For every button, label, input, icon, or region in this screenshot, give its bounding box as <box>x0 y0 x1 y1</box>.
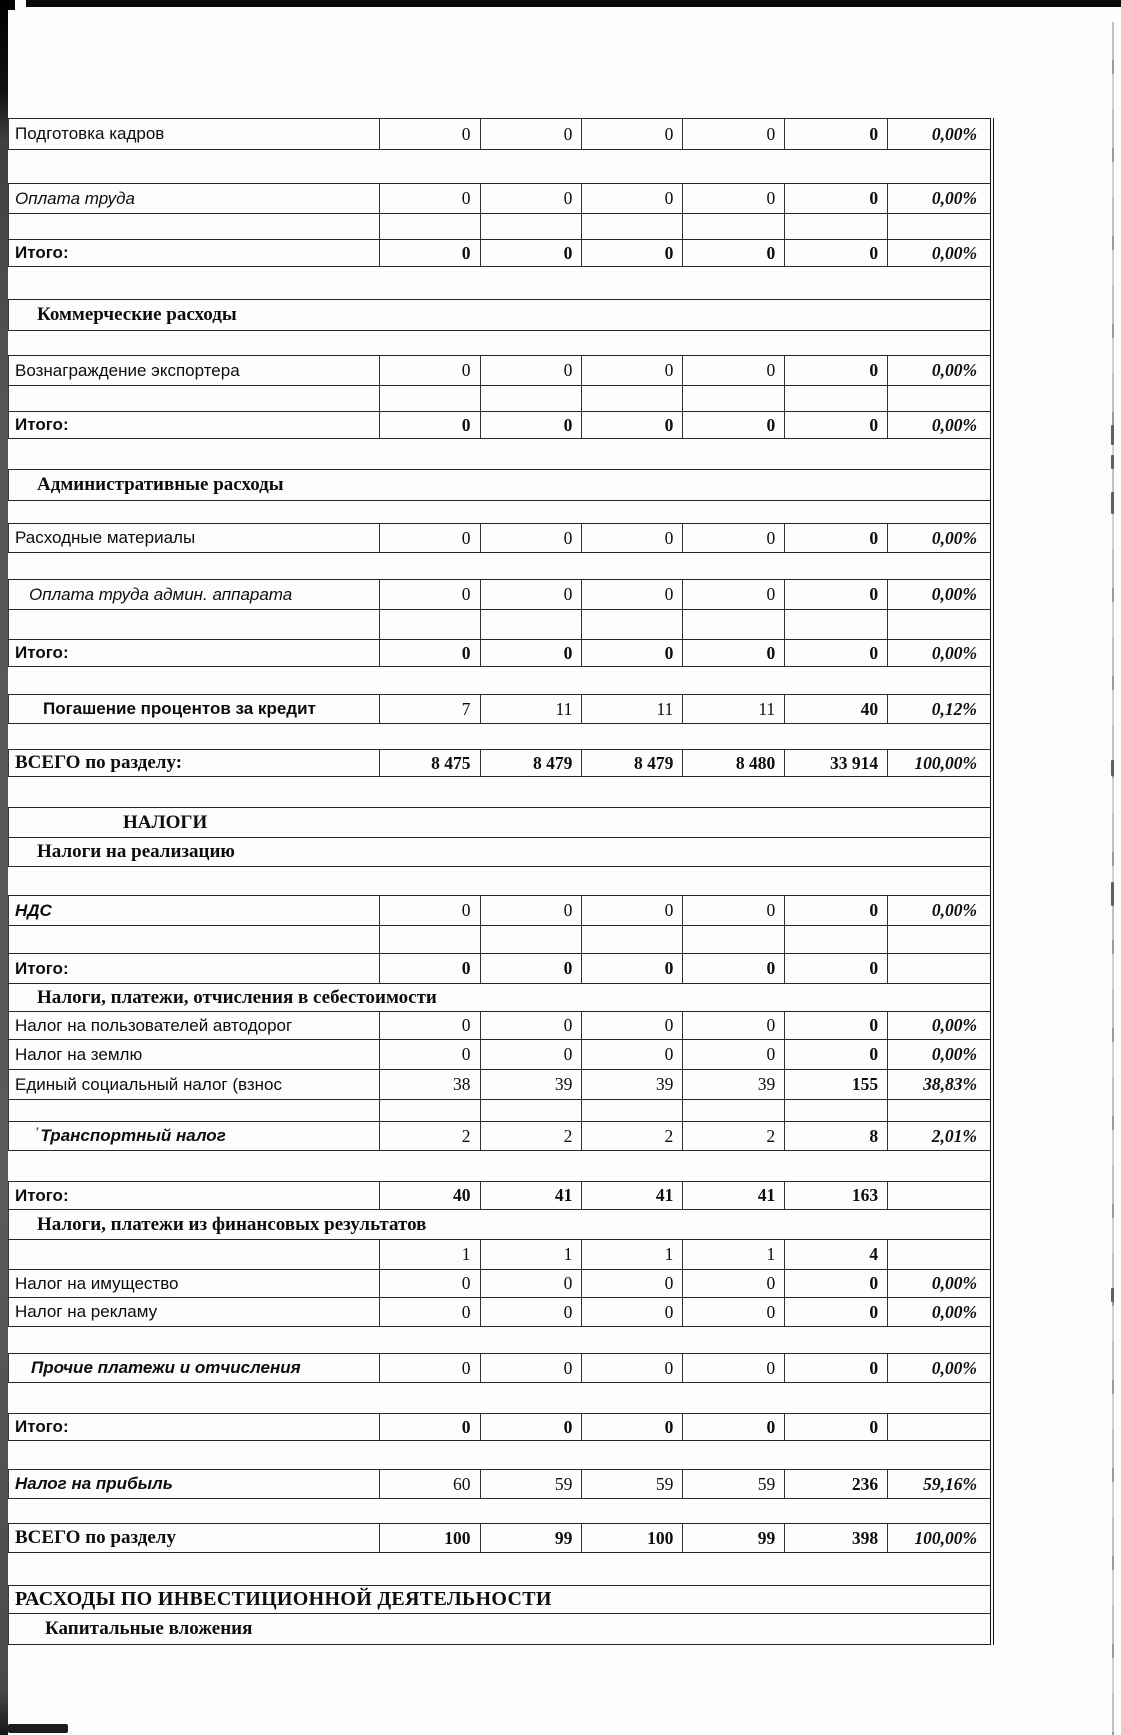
row-label: Налог на рекламу <box>15 1302 158 1321</box>
gap-row <box>8 501 990 523</box>
row-label: Налог на землю <box>15 1044 143 1064</box>
cell-value: 39 <box>581 1070 682 1099</box>
cell-value: 40 <box>784 695 887 723</box>
cell-value: 99 <box>480 1524 582 1552</box>
spacer-cell <box>887 214 990 239</box>
gap-row <box>8 331 990 355</box>
table-row <box>8 411 990 439</box>
cell-percent: 0,00% <box>887 1354 990 1382</box>
spacer-cell <box>682 926 784 953</box>
table-row <box>8 1523 990 1553</box>
cell-value: 0 <box>480 524 582 552</box>
spacer-cell <box>379 1100 480 1121</box>
cell-value: 59 <box>581 1470 682 1498</box>
row-label: Расходные материалы <box>15 528 196 547</box>
row-label-cell <box>9 1182 379 1209</box>
cell-value: 0 <box>581 1040 682 1069</box>
cell-value: 0 <box>784 896 887 925</box>
cell-percent <box>887 1414 990 1440</box>
cell-percent: 59,16% <box>887 1470 990 1498</box>
section-row <box>8 1613 990 1645</box>
cell-value: 0 <box>581 1354 682 1382</box>
cell-value: 155 <box>784 1070 887 1099</box>
cell-value: 0 <box>379 524 480 552</box>
cell-value: 1 <box>379 1240 480 1269</box>
gap-row <box>8 1383 990 1413</box>
row-label-cell <box>9 184 379 213</box>
row-label: Подготовка кадров <box>15 124 165 143</box>
cell-value: 0 <box>784 580 887 609</box>
cell-value: 0 <box>784 1298 887 1326</box>
row-label-cell <box>9 1354 379 1382</box>
spacer-cell <box>379 214 480 239</box>
section-row <box>8 837 990 867</box>
row-label-cell <box>9 750 379 776</box>
row-label-cell <box>9 1298 379 1326</box>
gap-row <box>8 667 990 694</box>
cell-value: 0 <box>379 954 480 983</box>
row-label: Налог на имущество <box>15 1273 179 1293</box>
gap-row <box>8 867 990 895</box>
cell-value: 99 <box>682 1524 784 1552</box>
cell-percent: 0,00% <box>887 1012 990 1039</box>
table-row <box>8 694 990 724</box>
cell-value: 0 <box>379 640 480 666</box>
cell-percent: 0,00% <box>887 412 990 438</box>
cell-value: 0 <box>682 896 784 925</box>
cell-value: 11 <box>682 695 784 723</box>
table-row <box>8 1121 990 1151</box>
spacer-cell <box>887 926 990 953</box>
spacer-cell <box>887 1100 990 1121</box>
spacer-cell <box>9 214 379 239</box>
row-label: Прочие платежи и отчисления <box>31 1358 301 1377</box>
table-row <box>8 1469 990 1499</box>
cell-value: 0 <box>379 412 480 438</box>
gap-row <box>8 1327 990 1353</box>
row-label: ВСЕГО по разделу <box>15 1527 176 1548</box>
row-label-cell <box>9 580 379 609</box>
table-row <box>8 895 990 925</box>
row-label: НДС <box>15 900 52 920</box>
gap-row <box>8 553 990 579</box>
cell-value: 0 <box>379 1298 480 1326</box>
spacer-cell <box>682 214 784 239</box>
cell-value: 0 <box>379 356 480 385</box>
spacer-cell <box>581 610 682 639</box>
cell-value: 59 <box>480 1470 582 1498</box>
cell-percent <box>887 1182 990 1209</box>
spacer-cell <box>682 610 784 639</box>
cell-percent <box>887 1240 990 1269</box>
table-row <box>8 239 990 267</box>
cell-percent: 38,83% <box>887 1070 990 1099</box>
row-label-cell <box>9 1470 379 1498</box>
cell-value: 100 <box>379 1524 480 1552</box>
cell-percent: 0,00% <box>887 119 990 149</box>
spacer-cell <box>682 386 784 411</box>
tick-mark: ’ <box>35 1125 39 1139</box>
cell-value: 0 <box>784 954 887 983</box>
section-title: РАСХОДЫ ПО ИНВЕСТИЦИОННОЙ ДЕЯТЕЛЬНОСТИ <box>15 1588 552 1610</box>
cell-value: 0 <box>784 240 887 266</box>
cell-value: 100 <box>581 1524 682 1552</box>
table-row <box>8 1353 990 1383</box>
cell-value: 41 <box>682 1182 784 1209</box>
edge-dash <box>1111 882 1114 906</box>
spacer-cell <box>887 386 990 411</box>
spacer-cell <box>480 386 582 411</box>
cell-percent: 2,01% <box>887 1122 990 1150</box>
spacer-cell <box>9 386 379 411</box>
cell-value: 0 <box>480 1414 582 1440</box>
spacer-cell <box>581 214 682 239</box>
cell-value: 0 <box>784 412 887 438</box>
row-label: Итого: <box>15 1185 69 1205</box>
cell-value: 0 <box>581 1298 682 1326</box>
table-row <box>8 749 990 777</box>
cell-value: 0 <box>480 1298 582 1326</box>
row-label-cell <box>9 1524 379 1552</box>
cell-percent: 0,00% <box>887 184 990 213</box>
table-row <box>8 523 990 553</box>
section-title: Капитальные вложения <box>45 1618 253 1639</box>
cell-value: 0 <box>784 184 887 213</box>
row-label-cell <box>9 896 379 925</box>
cell-value: 0 <box>784 1414 887 1440</box>
expense-table <box>8 118 994 1645</box>
spacer-cell <box>784 926 887 953</box>
cell-value: 0 <box>581 1270 682 1297</box>
cell-value: 0 <box>581 1414 682 1440</box>
cell-value: 0 <box>581 184 682 213</box>
table-row <box>8 639 990 667</box>
table-row <box>8 1011 990 1039</box>
cell-value: 41 <box>581 1182 682 1209</box>
cell-value: 8 479 <box>480 750 582 776</box>
spacer-row <box>8 925 990 953</box>
cell-value: 41 <box>480 1182 582 1209</box>
row-label: Оплата труда <box>15 188 135 208</box>
cell-percent: 0,00% <box>887 1270 990 1297</box>
section-row <box>8 807 990 837</box>
table-row <box>8 118 990 150</box>
cell-value: 0 <box>581 412 682 438</box>
row-label-cell <box>9 524 379 552</box>
gap-row <box>8 267 990 299</box>
cell-value: 0 <box>379 1040 480 1069</box>
cell-value: 0 <box>581 240 682 266</box>
spacer-cell <box>784 1100 887 1121</box>
cell-value: 0 <box>784 119 887 149</box>
row-label-cell <box>9 412 379 438</box>
cell-value: 40 <box>379 1182 480 1209</box>
spacer-cell <box>379 610 480 639</box>
cell-value: 0 <box>480 1354 582 1382</box>
row-label: Единый социальный налог (взнос <box>15 1074 282 1094</box>
cell-value: 60 <box>379 1470 480 1498</box>
cell-value: 0 <box>682 240 784 266</box>
gap-row <box>8 1499 990 1523</box>
gap-row <box>8 439 990 469</box>
cell-value: 0 <box>480 412 582 438</box>
cell-value: 0 <box>682 524 784 552</box>
spacer-cell <box>887 610 990 639</box>
spacer-cell <box>784 610 887 639</box>
section-row <box>8 1585 990 1613</box>
row-label-cell <box>9 1040 379 1069</box>
spacer-cell <box>581 1100 682 1121</box>
spacer-row <box>8 609 990 639</box>
spacer-cell <box>581 926 682 953</box>
section-title: Налоги на реализацию <box>37 841 235 862</box>
section-title: Коммерческие расходы <box>37 304 237 325</box>
cell-value: 0 <box>682 356 784 385</box>
cell-value: 0 <box>480 240 582 266</box>
scan-left-edge-strip <box>0 0 8 1735</box>
gap-row <box>8 150 990 183</box>
edge-dash <box>1111 492 1114 514</box>
gap-row <box>8 1553 990 1585</box>
edge-dash <box>1111 455 1114 469</box>
edge-dash <box>1111 1288 1114 1302</box>
table-row <box>8 183 990 213</box>
gap-row <box>8 1151 990 1181</box>
spacer-cell <box>9 1100 379 1121</box>
table-row <box>8 579 990 609</box>
cell-value: 0 <box>682 1040 784 1069</box>
cell-value: 0 <box>480 954 582 983</box>
cell-value: 0 <box>379 1270 480 1297</box>
cell-value: 0 <box>480 356 582 385</box>
row-label-cell <box>9 1240 379 1269</box>
row-label: Вознаграждение экспортера <box>15 360 240 380</box>
cell-value: 1 <box>480 1240 582 1269</box>
cell-value: 33 914 <box>784 750 887 776</box>
gap-row <box>8 724 990 749</box>
table-row <box>8 1269 990 1297</box>
row-label: Итого: <box>15 643 69 662</box>
section-row <box>8 1209 990 1239</box>
cell-percent: 0,00% <box>887 1040 990 1069</box>
cell-value: 0 <box>581 896 682 925</box>
cell-value: 0 <box>581 580 682 609</box>
spacer-cell <box>480 610 582 639</box>
cell-percent: 0,00% <box>887 896 990 925</box>
spacer-row <box>8 385 990 411</box>
row-label-cell <box>9 640 379 666</box>
row-label: Итого: <box>15 243 69 262</box>
cell-percent: 0,00% <box>887 580 990 609</box>
cell-value: 0 <box>682 580 784 609</box>
cell-value: 39 <box>682 1070 784 1099</box>
cell-value: 8 475 <box>379 750 480 776</box>
row-label: ВСЕГО по разделу: <box>15 752 183 773</box>
row-label-cell <box>9 1122 379 1150</box>
cell-percent: 0,00% <box>887 640 990 666</box>
spacer-cell <box>480 926 582 953</box>
cell-value: 0 <box>784 1354 887 1382</box>
cell-value: 7 <box>379 695 480 723</box>
section-row <box>8 469 990 501</box>
cell-value: 0 <box>480 1040 582 1069</box>
cell-value: 0 <box>379 119 480 149</box>
cell-value: 0 <box>379 240 480 266</box>
cell-value: 2 <box>480 1122 582 1150</box>
cell-value: 0 <box>379 1012 480 1039</box>
cell-value: 0 <box>784 640 887 666</box>
row-label: Итого: <box>15 415 69 434</box>
spacer-cell <box>9 610 379 639</box>
cell-value: 0 <box>480 896 582 925</box>
cell-value: 0 <box>480 1270 582 1297</box>
spacer-cell <box>682 1100 784 1121</box>
cell-value: 0 <box>682 1414 784 1440</box>
cell-value: 0 <box>379 1354 480 1382</box>
cell-percent <box>887 954 990 983</box>
spacer-cell <box>480 214 582 239</box>
section-row <box>8 299 990 331</box>
cell-value: 0 <box>682 640 784 666</box>
spacer-cell <box>379 386 480 411</box>
cell-value: 0 <box>379 896 480 925</box>
section-title: НАЛОГИ <box>123 811 208 833</box>
row-label: Транспортный налог <box>40 1126 226 1145</box>
cell-value: 0 <box>379 184 480 213</box>
table-row <box>8 1039 990 1069</box>
cell-value: 2 <box>581 1122 682 1150</box>
table-row <box>8 1069 990 1099</box>
spacer-cell <box>784 214 887 239</box>
row-label: Итого: <box>15 1417 69 1436</box>
row-label: Погашение процентов за кредит <box>43 699 316 718</box>
cell-percent: 0,00% <box>887 1298 990 1326</box>
row-label-cell <box>9 356 379 385</box>
cell-value: 0 <box>784 524 887 552</box>
cell-value: 2 <box>682 1122 784 1150</box>
cell-value: 11 <box>480 695 582 723</box>
row-label-cell <box>9 240 379 266</box>
cell-value: 0 <box>784 356 887 385</box>
cell-value: 0 <box>480 1012 582 1039</box>
table-row <box>8 1297 990 1327</box>
cell-percent: 0,00% <box>887 240 990 266</box>
cell-percent: 0,00% <box>887 524 990 552</box>
cell-value: 0 <box>379 1414 480 1440</box>
cell-value: 0 <box>581 524 682 552</box>
cell-value: 8 480 <box>682 750 784 776</box>
cell-percent: 100,00% <box>887 1524 990 1552</box>
cell-value: 0 <box>581 954 682 983</box>
row-label-cell <box>9 1414 379 1440</box>
cell-value: 236 <box>784 1470 887 1498</box>
cell-value: 163 <box>784 1182 887 1209</box>
cell-percent: 0,12% <box>887 695 990 723</box>
row-label-cell <box>9 119 379 149</box>
scan-top-band <box>26 0 1121 7</box>
cell-percent: 100,00% <box>887 750 990 776</box>
spacer-cell <box>581 386 682 411</box>
section-title: Административные расходы <box>37 474 284 495</box>
spacer-row <box>8 1099 990 1121</box>
spacer-row <box>8 213 990 239</box>
cell-percent: 0,00% <box>887 356 990 385</box>
cell-value: 0 <box>480 580 582 609</box>
cell-value: 0 <box>581 119 682 149</box>
gap-row <box>8 1441 990 1469</box>
cell-value: 38 <box>379 1070 480 1099</box>
scan-bottom-left-mark <box>8 1724 68 1733</box>
page-right-edge-line <box>1112 22 1114 1735</box>
cell-value: 1 <box>581 1240 682 1269</box>
cell-value: 0 <box>581 1012 682 1039</box>
table-row <box>8 1239 990 1269</box>
cell-value: 0 <box>379 580 480 609</box>
cell-value: 0 <box>682 412 784 438</box>
cell-value: 0 <box>682 1012 784 1039</box>
cell-value: 0 <box>480 184 582 213</box>
gap-row <box>8 777 990 807</box>
section-title: Налоги, платежи из финансовых результатов <box>37 1213 427 1235</box>
row-label-cell <box>9 695 379 723</box>
row-label: Налог на пользователей автодорог <box>15 1015 293 1035</box>
cell-value: 0 <box>480 119 582 149</box>
cell-value: 398 <box>784 1524 887 1552</box>
table-row <box>8 355 990 385</box>
cell-value: 0 <box>682 1354 784 1382</box>
cell-value: 39 <box>480 1070 582 1099</box>
cell-value: 0 <box>682 1298 784 1326</box>
cell-value: 8 <box>784 1122 887 1150</box>
cell-value: 8 479 <box>581 750 682 776</box>
table-row <box>8 1181 990 1209</box>
spacer-cell <box>379 926 480 953</box>
cell-value: 0 <box>682 119 784 149</box>
spacer-cell <box>9 926 379 953</box>
cell-value: 0 <box>682 954 784 983</box>
section-row <box>8 983 990 1011</box>
cell-value: 0 <box>581 640 682 666</box>
cell-value: 4 <box>784 1240 887 1269</box>
cell-value: 0 <box>784 1270 887 1297</box>
row-label: Налог на прибыль <box>15 1474 173 1493</box>
section-title: Налоги, платежи, отчисления в себестоимости <box>37 986 437 1008</box>
cell-value: 0 <box>682 1270 784 1297</box>
row-label: Оплата труда админ. аппарата <box>29 584 293 604</box>
cell-value: 1 <box>682 1240 784 1269</box>
row-label-cell <box>9 1070 379 1099</box>
row-label-cell <box>9 1270 379 1297</box>
spacer-cell <box>480 1100 582 1121</box>
cell-value: 2 <box>379 1122 480 1150</box>
row-label-cell <box>9 1012 379 1039</box>
edge-dash <box>1111 760 1114 776</box>
table-row <box>8 953 990 983</box>
cell-value: 0 <box>784 1040 887 1069</box>
spacer-cell <box>784 386 887 411</box>
table-row <box>8 1413 990 1441</box>
cell-value: 59 <box>682 1470 784 1498</box>
cell-value: 11 <box>581 695 682 723</box>
row-label: Итого: <box>15 958 69 978</box>
row-label-cell <box>9 954 379 983</box>
edge-dash <box>1111 425 1114 445</box>
cell-value: 0 <box>581 356 682 385</box>
cell-value: 0 <box>480 640 582 666</box>
cell-value: 0 <box>784 1012 887 1039</box>
cell-value: 0 <box>682 184 784 213</box>
